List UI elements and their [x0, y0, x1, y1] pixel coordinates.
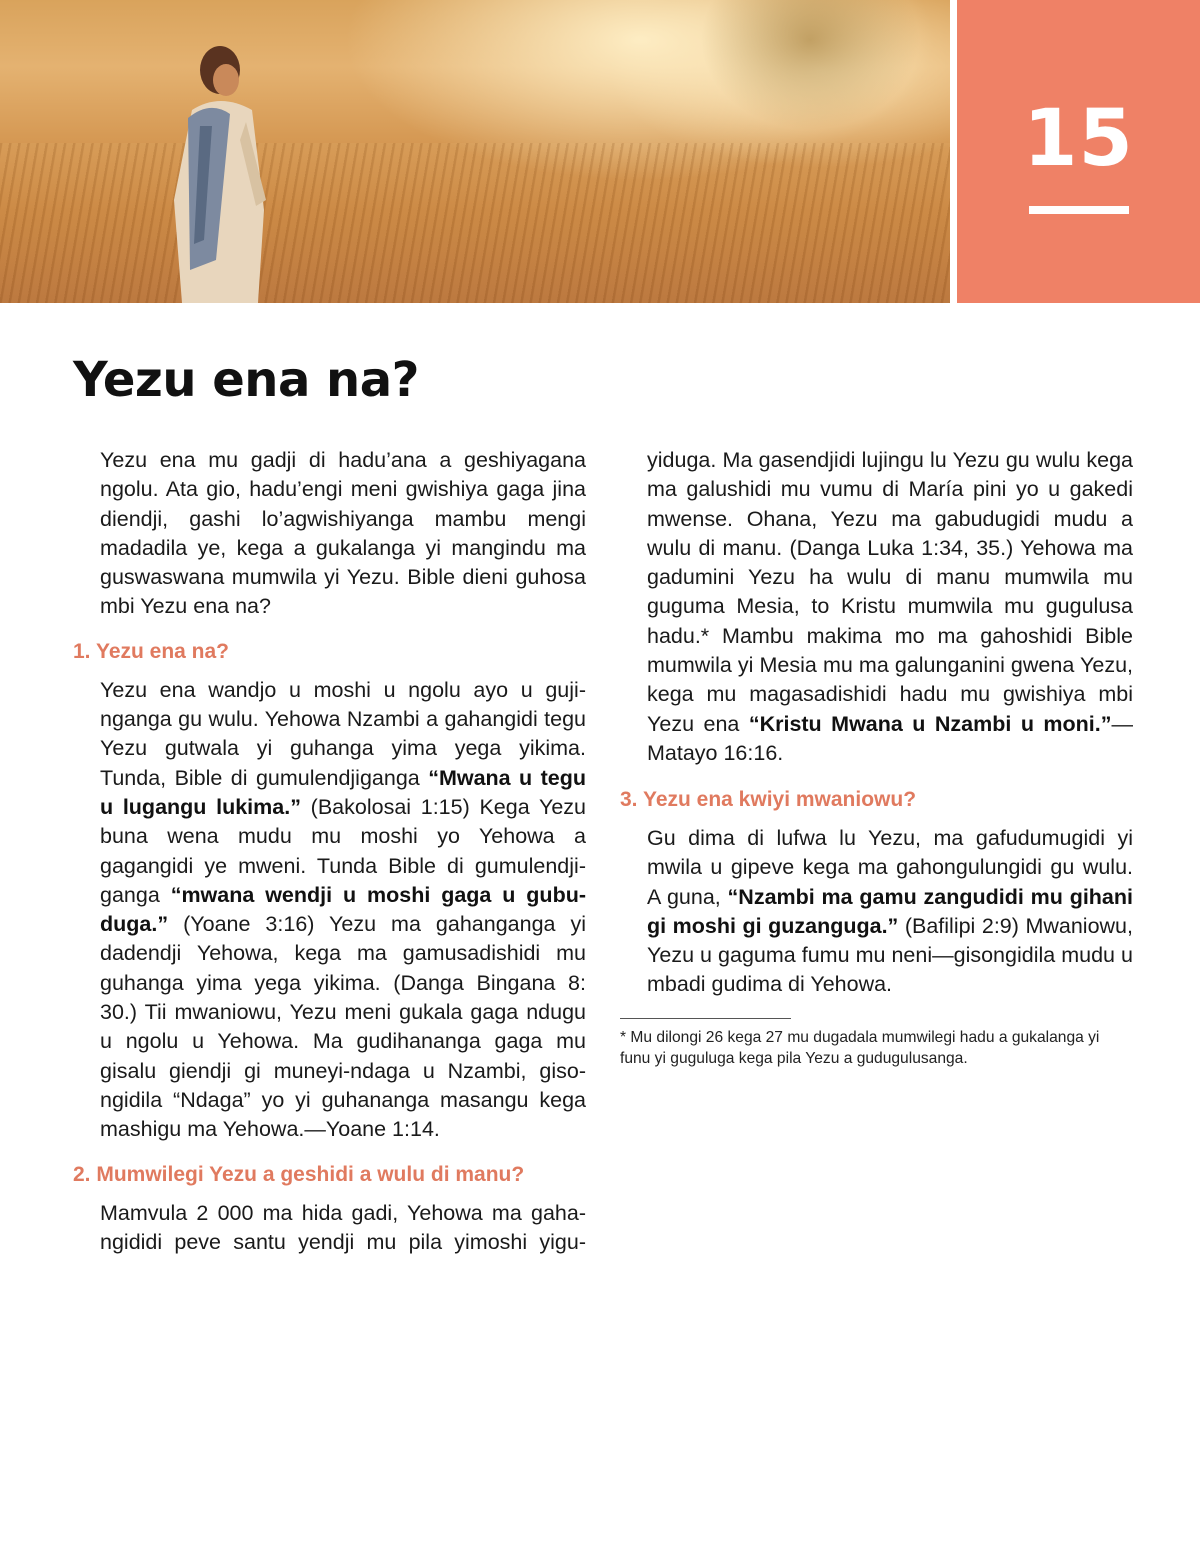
footnote: * Mu dilongi 26 kega 27 mu dugadala mumwilegi hadu a gukalanga yi funu yi guguluga kega pila Yezu a gudugulusanga.: [620, 1028, 1100, 1067]
answer-2-text: Mamvula 2 000 ma hida gadi, Yehowa ma gahangididi peve santu yendji mu pila yimoshi yigu: [100, 1200, 586, 1254]
answer-1-text: Yezu ena wandjo u moshi u ngolu ayo u gujinganga gu wulu. Yehowa Nzambi a gahangidi tegu Yezu gutwala yi guhanga yima yega yikima. Tunda, Bible di gumulendjiganga: [100, 677, 586, 790]
left-column: [73, 446, 586, 1257]
scripture-quote: “mwana wendji u moshi gaga u gubuduga.”: [100, 882, 587, 937]
answer-2-text: —Matayo 16:16.: [647, 711, 1133, 765]
chapter-underline: [1029, 206, 1129, 214]
scripture-quote: “Nzambi ma gamu zangudidi mu gihani gi moshi gi guzanguga.”: [647, 884, 1133, 938]
lesson-title: Yezu ena na?: [73, 352, 419, 408]
answer-2-paragraph-start: [73, 1199, 586, 1257]
answer-2-continuation: [620, 446, 1133, 770]
chapter-number: 15: [1023, 94, 1134, 184]
answer-2-paragraph: [620, 446, 1133, 768]
answer-3-text: (Bafilipi 2:9) Mwaniowu, Yezu u gaguma fumu mu neni—gisongidila mudu u mbadi gudima di Yehowa.: [647, 913, 1133, 997]
answer-1-text: (Bakolosai 1:15) Kega Yezu buna wena mudu mu moshi yo Yehowa a gagangidi ye mweni. Tunda Bible di gumulendjiganga: [100, 794, 587, 907]
header-photo: [0, 0, 950, 303]
intro-paragraph: Yezu ena mu gadji di hadu’ana a geshiyagana ngolu. Ata gio, hadu’engi meni gwishiya gaga jina diendji, gashi lo’agwishiyanga mambu mengi madadila ye, kega a gukalanga yi mangindu ma guswaswana mumwila yi Yezu. Bible dieni guhosa mbi Yezu ena na?: [100, 448, 586, 619]
right-column: [620, 446, 1133, 1069]
answer-3-text: Gu dima di lufwa lu Yezu, ma gafudumugidi yi mwila u gipeve kega ma gahongulungidi gu wulu. A guna,: [647, 826, 1133, 909]
background-trees: [700, 0, 920, 130]
footnote-divider: [620, 1018, 791, 1019]
question-1: 1. Yezu ena na?: [73, 639, 230, 663]
scripture-quote: “Kristu Mwana u Nzambi u moni.”: [748, 711, 1112, 736]
chapter-badge: [957, 0, 1200, 303]
answer-1-text: (Yoane 3:16) Yezu ma gahanganga yi dadendji Yehowa, kega ma gamusadishidi mu guhanga yima yega yikima. (Danga Bingana 8: 30.) Tii mwaniowu, Yezu meni gukala gaga ndugu u ngolu u Yehowa. Ma gudihananga gaga mu gisalu giendji gi muneyi-ndaga u Nzambi, gisongidila “Ndaga” yo yi guhananga masangu kega mashigu ma Yehowa.—Yoane 1:14.: [100, 912, 586, 1142]
grass-field: [0, 143, 950, 303]
answer-2-text: iduga. Ma gasendjidi lujingu lu Yezu gu wulu kega ma galushidi mu vumu di María pini yo u gakedi mwense. Ohana, Yezu ma gabudugidi mudu a wulu di manu. (Danga Luka 1:34, 35.) Yehowa ma gadumini Yezu ha wulu di manu mumwila mu guguma Mesia, to Kristu mumwila mu gugulusa hadu.* Mambu makima mo ma gahoshidi Bible mumwila yi Mesia mu ma galunganini gwena Yezu, kega mu magasadishidi hadu mu gwishiya mbi Yezu ena: [647, 448, 1133, 736]
scripture-quote: “Mwana u tegu u lugangu lukima.”: [100, 765, 586, 819]
walking-man-figure: [160, 30, 290, 303]
question-3: 3. Yezu ena kwiyi mwaniowu?: [620, 788, 917, 811]
answer-3-paragraph: [620, 824, 1133, 1000]
question-2: 2. Mumwilegi Yezu a geshidi a wulu di manu?: [73, 1162, 525, 1186]
answer-1-paragraph: [73, 676, 586, 1145]
